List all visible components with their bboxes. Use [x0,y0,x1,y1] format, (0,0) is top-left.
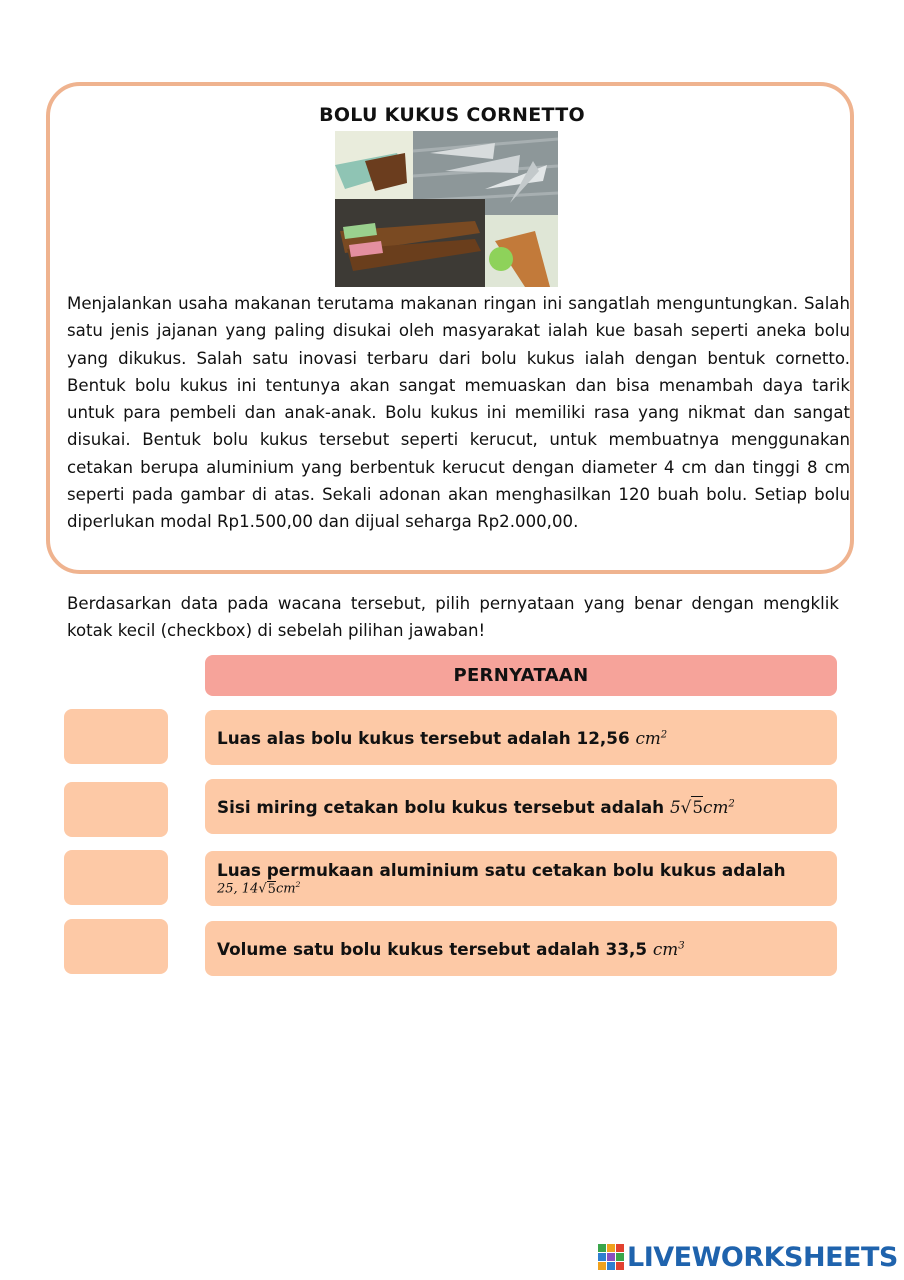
option-1-unit: $cm^2$ [635,727,668,748]
option-1-text: Luas alas bolu kukus tersebut adalah 12,56 [217,727,630,748]
statement-option-1 [205,710,837,765]
brand-name: LIVEWORKSHEETS [627,1241,898,1273]
checkbox-option-3[interactable] [64,850,168,905]
checkbox-option-4[interactable] [64,919,168,974]
option-2-math: $5√5cm^2$ [669,796,735,817]
liveworksheets-logo [598,1240,898,1274]
checkbox-option-2[interactable] [64,782,168,837]
story-title: BOLU KUKUS CORNETTO [319,104,585,126]
option-3-math: 25, $14√5cm^2$ [217,880,301,897]
story-paragraph: Menjalankan usaha makanan terutama makanan ringan ini sangatlah menguntungkan. Salah satu jenis jajanan yang paling disukai oleh masyarakat ialah kue basah seperti aneka bolu yang dikukus. Salah satu inovasi terbaru dari bolu kukus ialah dengan bentuk cornetto. Bentuk bolu kukus ini tentunya akan sangat memuaskan dan bisa menambah daya tarik untuk para pembeli dan anak-anak. Bolu kukus ini memiliki rasa yang nikmat dan sangat disukai. Bentuk bolu kukus tersebut seperti kerucut, untuk membuatnya menggunakan cetakan berupa aluminium yang berbentuk kerucut dengan diameter 4 cm dan tinggi 8 cm seperti pada gambar di atas. Sekali adonan akan menghasilkan 120 buah bolu. Setiap bolu diperlukan modal Rp1.500,00 dan dijual seharga Rp2.000,00. [67,294,850,532]
statement-option-2 [205,779,837,834]
statement-option-3 [205,851,837,906]
cornetto-photo [335,131,558,287]
option-4-unit: $cm^3$ [652,938,685,959]
option-4-text: Volume satu bolu kukus tersebut adalah 33,5 [217,938,648,959]
checkbox-option-1[interactable] [64,709,168,764]
liveworksheets-icon [598,1244,624,1270]
option-3-text: Luas permukaan aluminium satu cetakan bolu kukus adalah [217,860,786,881]
instruction-text: Berdasarkan data pada wacana tersebut, pilih pernyataan yang benar dengan mengklik kotak kecil (checkbox) di sebelah pilihan jawaban! [67,594,839,640]
statement-option-4 [205,921,837,976]
option-2-text: Sisi miring cetakan bolu kukus tersebut adalah [217,796,665,817]
statement-header: PERNYATAAN [205,655,837,696]
